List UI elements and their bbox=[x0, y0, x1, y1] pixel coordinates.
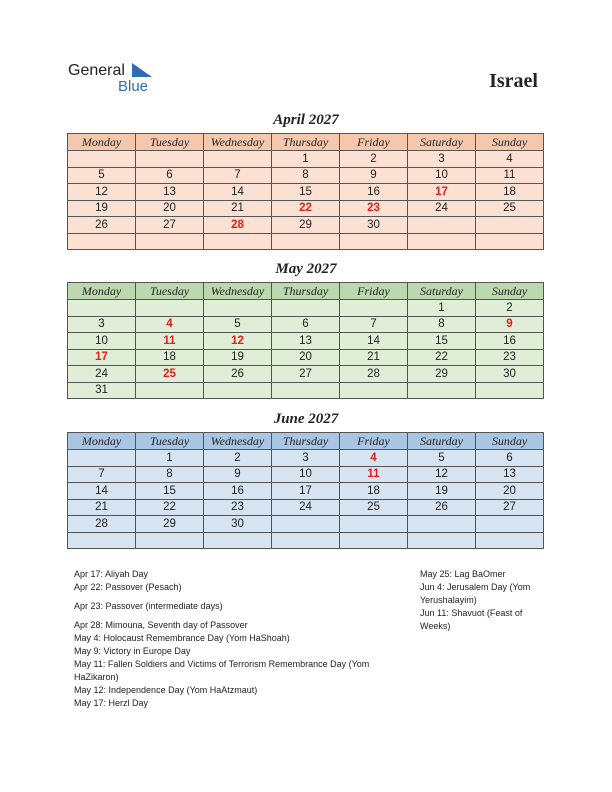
day-cell: 22 bbox=[136, 499, 204, 516]
week-row bbox=[68, 200, 544, 217]
day-cell: 17 bbox=[408, 184, 476, 201]
holiday-note: Apr 23: Passover (intermediate days) bbox=[74, 601, 223, 611]
day-cell: 27 bbox=[272, 366, 340, 383]
day-cell: 29 bbox=[272, 217, 340, 234]
week-row bbox=[68, 450, 544, 467]
day-cell bbox=[68, 300, 136, 317]
day-cell: 23 bbox=[204, 499, 272, 516]
day-cell bbox=[476, 516, 544, 533]
day-cell: 2 bbox=[476, 300, 544, 317]
week-row bbox=[68, 151, 544, 168]
weekday-header: Tuesday bbox=[136, 134, 204, 151]
day-cell: 15 bbox=[408, 333, 476, 350]
day-cell bbox=[408, 233, 476, 250]
day-cell bbox=[204, 233, 272, 250]
day-cell: 4 bbox=[136, 316, 204, 333]
logo bbox=[68, 62, 168, 96]
holiday-note: May 12: Independence Day (Yom HaAtzmaut) bbox=[74, 685, 258, 695]
day-cell bbox=[408, 532, 476, 549]
day-cell: 21 bbox=[340, 349, 408, 366]
day-cell: 6 bbox=[272, 316, 340, 333]
day-cell: 7 bbox=[68, 466, 136, 483]
day-cell bbox=[408, 516, 476, 533]
day-cell: 8 bbox=[408, 316, 476, 333]
day-cell: 15 bbox=[272, 184, 340, 201]
day-cell: 8 bbox=[272, 167, 340, 184]
week-row bbox=[68, 233, 544, 250]
day-cell: 8 bbox=[136, 466, 204, 483]
day-cell bbox=[476, 382, 544, 399]
day-cell bbox=[68, 450, 136, 467]
day-cell: 24 bbox=[68, 366, 136, 383]
calendar-april bbox=[67, 133, 544, 250]
holiday-notes-right bbox=[420, 568, 540, 633]
day-cell: 29 bbox=[136, 516, 204, 533]
logo-general-text: General bbox=[68, 62, 125, 79]
weekday-header: Friday bbox=[340, 283, 408, 300]
day-cell: 30 bbox=[476, 366, 544, 383]
day-cell bbox=[136, 233, 204, 250]
day-cell: 12 bbox=[408, 466, 476, 483]
day-cell bbox=[204, 532, 272, 549]
day-cell bbox=[408, 382, 476, 399]
day-cell bbox=[204, 151, 272, 168]
weekday-header: Monday bbox=[68, 134, 136, 151]
day-cell: 4 bbox=[340, 450, 408, 467]
day-cell: 29 bbox=[408, 366, 476, 383]
day-cell: 11 bbox=[476, 167, 544, 184]
weekday-header-row bbox=[68, 134, 544, 151]
day-cell: 9 bbox=[340, 167, 408, 184]
weekday-header: Wednesday bbox=[204, 283, 272, 300]
day-cell: 1 bbox=[272, 151, 340, 168]
holiday-note: Jun 11: Shavuot (Feast of Weeks) bbox=[420, 608, 523, 631]
day-cell: 22 bbox=[408, 349, 476, 366]
day-cell bbox=[204, 382, 272, 399]
weekday-header-row bbox=[68, 283, 544, 300]
week-row bbox=[68, 499, 544, 516]
weekday-header: Thursday bbox=[272, 134, 340, 151]
weekday-header: Sunday bbox=[476, 433, 544, 450]
day-cell bbox=[68, 233, 136, 250]
day-cell bbox=[340, 300, 408, 317]
holiday-note: May 11: Fallen Soldiers and Victims of Terrorism Remembrance Day (Yom HaZikaron) bbox=[74, 659, 370, 682]
day-cell bbox=[272, 516, 340, 533]
day-cell: 10 bbox=[68, 333, 136, 350]
weekday-header: Monday bbox=[68, 433, 136, 450]
holiday-note: Apr 17: Aliyah Day bbox=[74, 569, 149, 579]
day-cell: 13 bbox=[476, 466, 544, 483]
day-cell: 3 bbox=[408, 151, 476, 168]
day-cell: 3 bbox=[272, 450, 340, 467]
holiday-note: Jun 4: Jerusalem Day (Yom Yerushalayim) bbox=[420, 582, 531, 605]
day-cell: 14 bbox=[340, 333, 408, 350]
week-row bbox=[68, 349, 544, 366]
day-cell: 13 bbox=[136, 184, 204, 201]
day-cell bbox=[136, 532, 204, 549]
day-cell bbox=[408, 217, 476, 234]
week-row bbox=[68, 532, 544, 549]
day-cell: 1 bbox=[408, 300, 476, 317]
day-cell: 28 bbox=[340, 366, 408, 383]
day-cell: 5 bbox=[68, 167, 136, 184]
day-cell bbox=[272, 382, 340, 399]
day-cell: 16 bbox=[340, 184, 408, 201]
week-row bbox=[68, 167, 544, 184]
weekday-header: Monday bbox=[68, 283, 136, 300]
week-row bbox=[68, 466, 544, 483]
weekday-header: Thursday bbox=[272, 433, 340, 450]
day-cell: 28 bbox=[68, 516, 136, 533]
day-cell: 25 bbox=[476, 200, 544, 217]
day-cell: 19 bbox=[408, 483, 476, 500]
day-cell: 19 bbox=[68, 200, 136, 217]
day-cell: 25 bbox=[136, 366, 204, 383]
calendar-june bbox=[67, 432, 544, 549]
day-cell: 17 bbox=[272, 483, 340, 500]
day-cell: 16 bbox=[204, 483, 272, 500]
day-cell bbox=[68, 151, 136, 168]
day-cell bbox=[272, 300, 340, 317]
week-row bbox=[68, 300, 544, 317]
logo-triangle-icon bbox=[132, 63, 152, 77]
country-title: Israel bbox=[489, 70, 538, 92]
day-cell: 27 bbox=[476, 499, 544, 516]
day-cell: 28 bbox=[204, 217, 272, 234]
day-cell: 18 bbox=[136, 349, 204, 366]
day-cell: 23 bbox=[476, 349, 544, 366]
day-cell: 26 bbox=[408, 499, 476, 516]
day-cell bbox=[272, 532, 340, 549]
day-cell: 12 bbox=[204, 333, 272, 350]
weekday-header: Wednesday bbox=[204, 134, 272, 151]
week-row bbox=[68, 516, 544, 533]
day-cell: 21 bbox=[68, 499, 136, 516]
weekday-header: Friday bbox=[340, 433, 408, 450]
day-cell: 9 bbox=[476, 316, 544, 333]
holiday-note: May 17: Herzl Day bbox=[74, 698, 149, 708]
day-cell: 20 bbox=[476, 483, 544, 500]
holiday-note: May 9: Victory in Europe Day bbox=[74, 646, 191, 656]
weekday-header: Saturday bbox=[408, 433, 476, 450]
week-row bbox=[68, 483, 544, 500]
day-cell bbox=[476, 233, 544, 250]
day-cell: 12 bbox=[68, 184, 136, 201]
weekday-header: Tuesday bbox=[136, 433, 204, 450]
day-cell bbox=[136, 151, 204, 168]
day-cell: 19 bbox=[204, 349, 272, 366]
day-cell bbox=[204, 300, 272, 317]
day-cell: 11 bbox=[340, 466, 408, 483]
day-cell: 30 bbox=[204, 516, 272, 533]
day-cell bbox=[340, 532, 408, 549]
day-cell bbox=[476, 217, 544, 234]
day-cell: 16 bbox=[476, 333, 544, 350]
day-cell bbox=[136, 382, 204, 399]
weekday-header: Sunday bbox=[476, 283, 544, 300]
day-cell: 26 bbox=[68, 217, 136, 234]
day-cell: 4 bbox=[476, 151, 544, 168]
day-cell bbox=[340, 516, 408, 533]
day-cell: 10 bbox=[272, 466, 340, 483]
holiday-note: May 4: Holocaust Remembrance Day (Yom HaShoah) bbox=[74, 633, 290, 643]
day-cell: 11 bbox=[136, 333, 204, 350]
day-cell: 27 bbox=[136, 217, 204, 234]
day-cell: 20 bbox=[136, 200, 204, 217]
week-row bbox=[68, 217, 544, 234]
day-cell bbox=[136, 300, 204, 317]
day-cell: 2 bbox=[204, 450, 272, 467]
month-title-april: April 2027 bbox=[273, 112, 339, 128]
week-row bbox=[68, 366, 544, 383]
day-cell: 25 bbox=[340, 499, 408, 516]
weekday-header: Tuesday bbox=[136, 283, 204, 300]
day-cell: 6 bbox=[136, 167, 204, 184]
month-title-may: May 2027 bbox=[275, 261, 337, 277]
weekday-header: Thursday bbox=[272, 283, 340, 300]
day-cell bbox=[476, 532, 544, 549]
holiday-notes-left bbox=[74, 568, 414, 710]
weekday-header: Saturday bbox=[408, 283, 476, 300]
day-cell: 24 bbox=[408, 200, 476, 217]
day-cell: 10 bbox=[408, 167, 476, 184]
holiday-note: Apr 22: Passover (Pesach) bbox=[74, 582, 182, 592]
day-cell: 1 bbox=[136, 450, 204, 467]
day-cell: 24 bbox=[272, 499, 340, 516]
day-cell: 20 bbox=[272, 349, 340, 366]
weekday-header-row bbox=[68, 433, 544, 450]
day-cell: 21 bbox=[204, 200, 272, 217]
day-cell: 31 bbox=[68, 382, 136, 399]
day-cell: 3 bbox=[68, 316, 136, 333]
day-cell: 30 bbox=[340, 217, 408, 234]
holiday-note: May 25: Lag BaOmer bbox=[420, 569, 506, 579]
week-row bbox=[68, 382, 544, 399]
month-title-june: June 2027 bbox=[273, 411, 339, 427]
day-cell bbox=[340, 382, 408, 399]
weekday-header: Saturday bbox=[408, 134, 476, 151]
day-cell: 15 bbox=[136, 483, 204, 500]
logo-blue-text: Blue bbox=[118, 78, 149, 95]
day-cell: 7 bbox=[204, 167, 272, 184]
week-row bbox=[68, 184, 544, 201]
day-cell: 17 bbox=[68, 349, 136, 366]
week-row bbox=[68, 316, 544, 333]
day-cell: 26 bbox=[204, 366, 272, 383]
day-cell: 9 bbox=[204, 466, 272, 483]
day-cell: 18 bbox=[476, 184, 544, 201]
day-cell: 5 bbox=[408, 450, 476, 467]
day-cell bbox=[272, 233, 340, 250]
weekday-header: Sunday bbox=[476, 134, 544, 151]
day-cell: 6 bbox=[476, 450, 544, 467]
day-cell: 23 bbox=[340, 200, 408, 217]
day-cell bbox=[68, 532, 136, 549]
day-cell: 7 bbox=[340, 316, 408, 333]
weekday-header: Wednesday bbox=[204, 433, 272, 450]
day-cell bbox=[340, 233, 408, 250]
calendar-may bbox=[67, 282, 544, 399]
holiday-note: Apr 28: Mimouna, Seventh day of Passover bbox=[74, 620, 248, 630]
day-cell: 18 bbox=[340, 483, 408, 500]
day-cell: 2 bbox=[340, 151, 408, 168]
day-cell: 5 bbox=[204, 316, 272, 333]
day-cell: 22 bbox=[272, 200, 340, 217]
week-row bbox=[68, 333, 544, 350]
day-cell: 14 bbox=[204, 184, 272, 201]
day-cell: 13 bbox=[272, 333, 340, 350]
day-cell: 14 bbox=[68, 483, 136, 500]
weekday-header: Friday bbox=[340, 134, 408, 151]
